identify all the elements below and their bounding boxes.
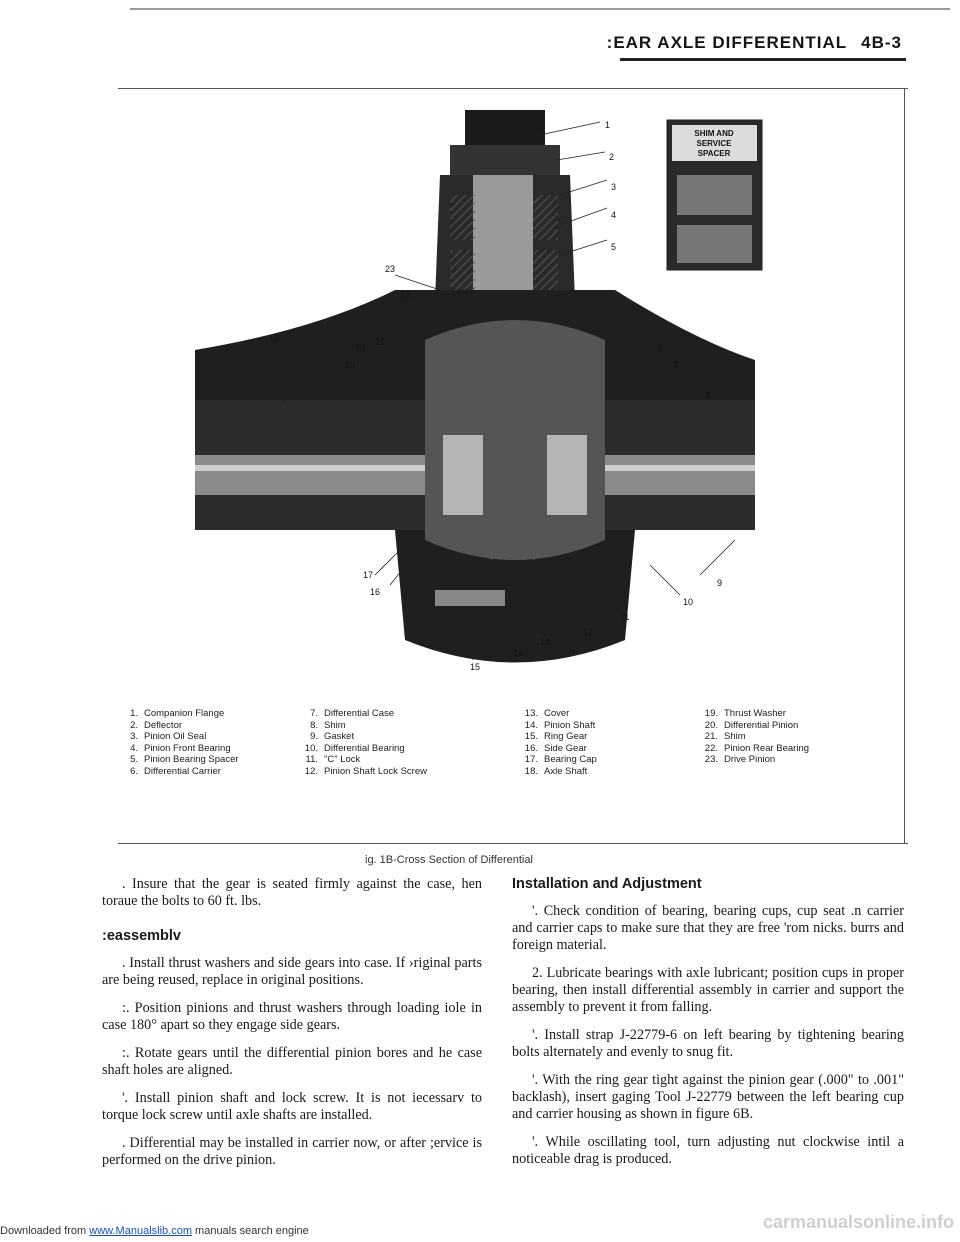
legend-text: Shim	[324, 719, 346, 731]
figure-bottom-rule	[118, 843, 908, 844]
callout-8: 8	[705, 390, 711, 400]
legend-text: Differential Case	[324, 708, 395, 719]
inset-bearing-lower	[677, 225, 752, 263]
legend-number: 4.	[130, 742, 138, 754]
page-number: 4B-3	[861, 33, 902, 52]
legend-number: 3.	[130, 731, 138, 742]
legend-text: Cover	[544, 708, 570, 719]
inset-label-line3: SPACER	[697, 149, 731, 158]
paragraph: '. Check condition of bearing, bearing cups, cup seat .n carrier and carrier caps to make sure that they are free 'rom nicks. burrs and foreign material.	[512, 903, 904, 953]
callout-9: 9	[717, 578, 723, 588]
footer-suffix: manuals search engine	[191, 1225, 309, 1237]
callout-14: 14	[513, 648, 524, 658]
legend-text: Drive Pinion	[724, 754, 776, 765]
callout-18: 18	[269, 334, 280, 344]
legend-column-3	[520, 708, 597, 777]
legend-number: 10.	[304, 742, 318, 754]
legend-column-4	[700, 708, 809, 766]
legend-text: Bearing Cap	[544, 754, 597, 765]
legend-text: "C" Lock	[324, 754, 361, 765]
figure-top-rule	[118, 88, 908, 89]
pinion-rear-bearing-left-shape	[450, 250, 475, 295]
callout-12: 12	[583, 627, 594, 637]
legend-item	[700, 708, 809, 720]
paragraph: :. Rotate gears until the differential pinion bores and he case shaft holes are aligned.	[102, 1045, 482, 1078]
pinion-rear-bearing-right-shape	[533, 250, 558, 295]
manualslib-link[interactable]: www.Manualslib.com	[89, 1225, 192, 1237]
legend-number: 22.	[704, 742, 718, 754]
callout-3: 3	[611, 182, 617, 192]
legend-text: Differential Bearing	[324, 742, 405, 754]
legend-text: Axle Shaft	[544, 765, 588, 777]
top-rule	[130, 8, 950, 10]
legend-text: Companion Flange	[144, 708, 225, 719]
paragraph: . Install thrust washers and side gears into case. If ›riginal parts are being reused, replace in original positions.	[102, 955, 482, 988]
legend-text: Pinion Shaft	[544, 719, 596, 731]
deflector-shape	[450, 145, 560, 175]
side-gear-left-shape	[443, 435, 483, 515]
companion-flange-shape	[465, 110, 545, 150]
download-footer	[0, 1225, 309, 1237]
legend-number: 2.	[130, 719, 138, 731]
callout-5: 5	[611, 242, 617, 252]
legend-item	[300, 754, 427, 766]
legend-text: Pinion Shaft Lock Screw	[324, 765, 427, 777]
legend-item	[120, 743, 239, 755]
callout-22: 22	[400, 290, 411, 300]
legend-number: 1.	[130, 708, 138, 719]
header-rule	[620, 58, 906, 61]
legend-number: 23.	[704, 754, 718, 765]
legend-item	[120, 754, 239, 766]
legend-number: 5.	[130, 754, 138, 765]
section-heading-installation: Installation and Adjustment	[512, 876, 702, 892]
callout-7: 7	[673, 360, 679, 370]
legend-number: 18.	[524, 765, 538, 777]
legend-item	[520, 766, 597, 778]
figure-caption: ig. 1B-Cross Section of Differential	[365, 854, 533, 866]
callout-6: 6	[658, 342, 664, 352]
callout-10: 10	[683, 597, 694, 607]
page-header	[607, 33, 902, 53]
legend-item	[300, 708, 427, 720]
callout-19: 19	[345, 360, 356, 370]
legend-number: 11.	[305, 754, 318, 765]
callout-1: 1	[605, 120, 611, 130]
callout-21: 21	[375, 337, 386, 347]
callout-16: 16	[370, 587, 381, 597]
legend-text: Differential Carrier	[144, 765, 221, 777]
right-text-column	[512, 876, 904, 1179]
paragraph: '. Install strap J-22779-6 on left bearing by tightening bearing bolts alternately and evenly to snug fit.	[512, 1027, 904, 1060]
inset-label-line1: SHIM AND	[694, 129, 734, 138]
legend-number: 14.	[524, 719, 538, 731]
legend-text: Pinion Bearing Spacer	[144, 754, 239, 765]
differential-illustration	[195, 100, 895, 690]
section-title: :EAR AXLE DIFFERENTIAL	[606, 33, 848, 52]
legend-item	[700, 720, 809, 732]
inset-label-line2: SERVICE	[696, 139, 732, 148]
legend-text: Side Gear	[544, 742, 587, 754]
legend-item	[120, 766, 239, 778]
legend-text: Differential Pinion	[724, 719, 799, 731]
legend-text: Deflector	[144, 719, 183, 731]
differential-cross-section-figure	[195, 100, 895, 690]
legend-number: 8.	[310, 719, 318, 731]
legend-item	[520, 731, 597, 743]
legend-item	[520, 743, 597, 755]
legend-number: 20.	[704, 719, 718, 731]
callout-13: 13	[540, 637, 551, 647]
legend-item	[700, 754, 809, 766]
legend-item	[700, 731, 809, 743]
legend-number: 13.	[524, 708, 538, 719]
legend-column-2	[300, 708, 427, 777]
legend-number: 15.	[524, 731, 538, 742]
section-heading-reassembly: :eassemblv	[102, 928, 181, 944]
legend-number: 6.	[130, 765, 138, 777]
callout-4: 4	[611, 210, 617, 220]
legend-text: Shim	[724, 731, 746, 742]
watermark: carmanualsonline.info	[762, 1212, 954, 1232]
ring-gear-shape	[490, 370, 540, 560]
paragraph: . Differential may be installed in carrier now, or after ;ervice is performed on the drive pinion.	[102, 1135, 482, 1168]
callout-2: 2	[609, 152, 615, 162]
legend-number: 12.	[304, 765, 318, 777]
legend-item	[300, 743, 427, 755]
legend-number: 17.	[524, 754, 538, 765]
paragraph: '. Install pinion shaft and lock screw. It is not iecessarv to torque lock screw until axle shafts are installed.	[102, 1090, 482, 1123]
legend-number: 21.	[704, 731, 718, 742]
callout-15: 15	[470, 662, 481, 672]
legend-text: Pinion Rear Bearing	[724, 742, 810, 754]
legend-item	[120, 731, 239, 743]
paragraph: '. While oscillating tool, turn adjusting nut clockwise intil a noticeable drag is produced.	[512, 1134, 904, 1167]
legend-item	[520, 720, 597, 732]
legend-item	[120, 720, 239, 732]
legend-item	[520, 708, 597, 720]
legend-number: 9.	[310, 731, 318, 742]
callout-17: 17	[363, 570, 374, 580]
legend-number: 19.	[704, 708, 718, 719]
legend-text: Pinion Oil Seal	[144, 731, 207, 742]
footer-prefix: Downloaded from	[0, 1225, 90, 1237]
legend-text: Gasket	[324, 731, 355, 742]
pinion-bearing-right-shape	[533, 195, 558, 240]
legend-number: 7.	[310, 708, 318, 719]
callout-20: 20	[355, 342, 366, 352]
paragraph: :. Position pinions and thrust washers through loading iole in case 180° apart so they engage side gears.	[102, 1000, 482, 1033]
lock-screw-shape	[435, 590, 505, 606]
paragraph: 2. Lubricate bearings with axle lubricant; position cups in proper bearing, then install differential assembly in carrier and support the assembly to prevent it from falling.	[512, 965, 904, 1015]
legend-item	[300, 720, 427, 732]
paragraph: . Insure that the gear is seated firmly against the case, hen toraue the bolts to 60 ft. lbs.	[102, 876, 482, 909]
legend-column-1	[120, 708, 239, 777]
drive-pinion-shaft-shape	[473, 175, 533, 305]
legend-item	[120, 708, 239, 720]
inset-bearing-upper	[677, 175, 752, 215]
legend-item	[300, 766, 427, 778]
callout-23: 23	[385, 264, 396, 274]
left-text-column	[102, 876, 482, 1180]
side-gear-right-shape	[547, 435, 587, 515]
legend-text: Pinion Front Bearing	[144, 742, 231, 754]
legend-item	[520, 754, 597, 766]
legend-number: 16.	[524, 742, 538, 754]
callout-11: 11	[620, 612, 630, 622]
legend-text: Ring Gear	[544, 731, 588, 742]
pinion-bearing-left-shape	[450, 195, 475, 240]
legend-item	[700, 743, 809, 755]
figure-right-rule	[904, 88, 905, 843]
paragraph: '. With the ring gear tight against the pinion gear (.000" to .001" backlash), insert gaging Tool J-22779 between the left bearing cup and carrier housing as shown in figure 6B.	[512, 1072, 904, 1122]
legend-text: Thrust Washer	[724, 708, 786, 719]
legend-item	[300, 731, 427, 743]
